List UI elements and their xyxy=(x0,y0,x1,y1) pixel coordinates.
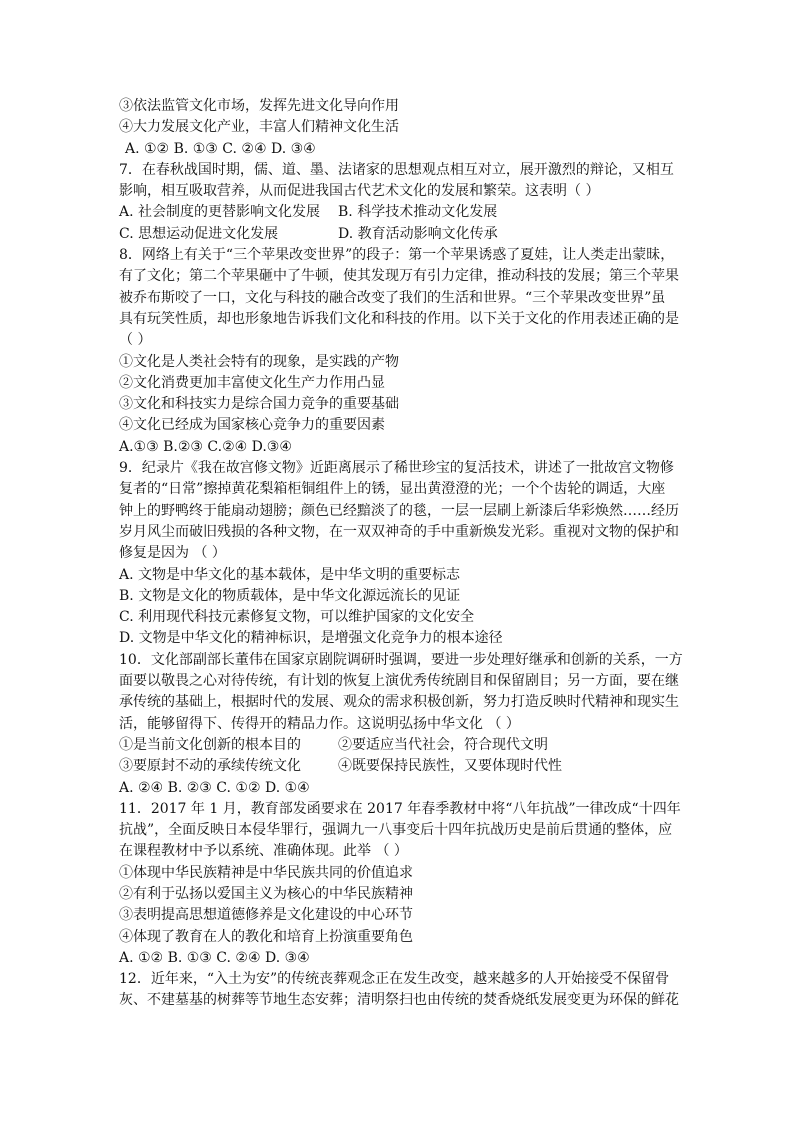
text-line: B. 文物是文化的物质载体，是中华文化源远流长的见证 xyxy=(119,587,461,604)
text-line: A.①③ B.②③ C.②④ D.③④ xyxy=(119,438,292,455)
option-text: B. 科学技术推动文化发展 xyxy=(338,204,498,221)
text-line: 活，能够留得下、传得开的精品力作。这说明弘扬中华文化 （ ） xyxy=(119,715,520,732)
text-line: 复者的“日常”擦掉黄花梨箱柜铜组件上的锈，显出黄澄澄的光；一个个齿轮的调适，大座 xyxy=(119,481,666,498)
text-line: A. ①② B. ①③ C. ②④ D. ③④ xyxy=(119,949,310,966)
text-line: A. ①② B. ①③ C. ②④ D. ③④ xyxy=(125,140,316,157)
text-line: 影响，相互吸取营养，从而促进我国古代艺术文化的发展和繁荣。这表明（ ） xyxy=(119,183,600,200)
text-line xyxy=(119,735,679,756)
text-line: A. 文物是中华文化的基本载体，是中华文明的重要标志 xyxy=(119,566,461,583)
text-line: 12．近年来，“入土为安”的传统丧葬观念正在发生改变，越来越多的人开始接受不保留骨 xyxy=(119,971,670,988)
text-line: 7．在春秋战国时期，儒、道、墨、法诸家的思想观点相互对立，展开激烈的辩论，又相互 xyxy=(119,161,674,178)
text-line: 11．2017 年 1 月，教育部发函要求在 2017 年春季教材中将“八年抗战”一律改成“十四年 xyxy=(119,800,681,817)
text-line: 具有玩笑性质，却也形象地告诉我们文化和科技的作用。以下关于文化的作用表述正确的是 xyxy=(119,310,679,327)
text-line: 有了文化；第二个苹果砸中了牛顿，使其发现万有引力定律，推动科技的发展；第三个苹果 xyxy=(119,268,679,285)
text-line: 修复是因为 （ ） xyxy=(119,545,226,562)
text-line: ②文化消费更加丰富使文化生产力作用凸显 xyxy=(119,374,385,391)
text-line: 灰、不建墓基的树葬等节地生态安葬；清明祭扫也由传统的焚香烧纸发展变更为环保的鲜花 xyxy=(119,992,679,1009)
text-line xyxy=(119,224,679,245)
text-line xyxy=(119,756,679,777)
option-text: ②要适应当代社会，符合现代文明 xyxy=(338,736,548,753)
option-text: A. 社会制度的更替影响文化发展 xyxy=(119,204,321,221)
text-line: 10．文化部副部长董伟在国家京剧院调研时强调，要进一步处理好继承和创新的关系，一方 xyxy=(119,651,683,668)
text-line: 抗战”，全面反映日本侵华罪行，强调九一八事变后十四年抗战历史是前后贯通的整体，应 xyxy=(119,822,673,839)
option-text: ④既要保持民族性，又要体现时代性 xyxy=(338,758,562,775)
text-line: ①体现中华民族精神是中华民族共同的价值追求 xyxy=(119,864,413,881)
text-line: ③表明提高思想道德修养是文化建设的中心环节 xyxy=(119,907,413,924)
text-line: ④文化已经成为国家核心竞争力的重要因素 xyxy=(119,417,385,434)
option-text: C. 思想运动促进文化发展 xyxy=(119,225,279,242)
text-line: 钟上的野鸭终于能扇动翅膀；颜色已经黯淡了的毯，一层一层刷上新漆后华彩焕然……经历 xyxy=(119,502,679,519)
text-line: ④体现了教育在人的教化和培育上扮演重要角色 xyxy=(119,928,413,945)
option-text: D. 教育活动影响文化传承 xyxy=(338,225,498,242)
text-line: ①文化是人类社会特有的现象，是实践的产物 xyxy=(119,353,399,370)
text-line: 被乔布斯咬了一口，文化与科技的融合改变了我们的生活和世界。“三个苹果改变世界”虽 xyxy=(119,289,666,306)
text-line: D. 文物是中华文化的精神标识，是增强文化竞争力的根本途径 xyxy=(119,630,503,647)
text-line xyxy=(119,202,679,223)
text-line: 承传统的基础上，根据时代的发展、观众的需求积极创新，努力打造反映时代精神和现实生 xyxy=(119,694,679,711)
document-body xyxy=(119,96,683,1012)
text-line: （ ） xyxy=(119,332,152,349)
text-line: A. ②④ B. ②③ C. ①② D. ①④ xyxy=(119,779,310,796)
text-line: C. 利用现代科技元素修复文物，可以维护国家的文化安全 xyxy=(119,609,475,626)
text-line: 岁月风尘而破旧残损的各种文物，在一双双神奇的手中重新焕发光彩。重视对文物的保护和 xyxy=(119,523,679,540)
option-text: ①是当前文化创新的根本目的 xyxy=(119,736,301,753)
option-text: ③要原封不动的承续传统文化 xyxy=(119,758,301,775)
text-line: 在课程教材中予以系统、准确体现。此举 （ ） xyxy=(119,843,408,860)
text-line: ③依法监管文化市场，发挥先进文化导向作用 xyxy=(119,98,399,114)
text-line: ③文化和科技实力是综合国力竞争的重要基础 xyxy=(119,396,399,413)
text-line: 面要以敬畏之心对待传统，有计划的恢复上演优秀传统剧目和保留剧目；另一方面，要在继 xyxy=(119,673,679,690)
text-line: ④大力发展文化产业，丰富人们精神文化生活 xyxy=(119,119,399,136)
text-line: 8．网络上有关于“三个苹果改变世界”的段子：第一个苹果诱惑了夏娃，让人类走出蒙昧， xyxy=(119,247,675,264)
text-line: 9．纪录片《我在故宫修文物》近距离展示了稀世珍宝的复活技术，讲述了一批故宫文物修 xyxy=(119,460,674,477)
text-line: ②有利于弘扬以爱国主义为核心的中华民族精神 xyxy=(119,885,413,902)
